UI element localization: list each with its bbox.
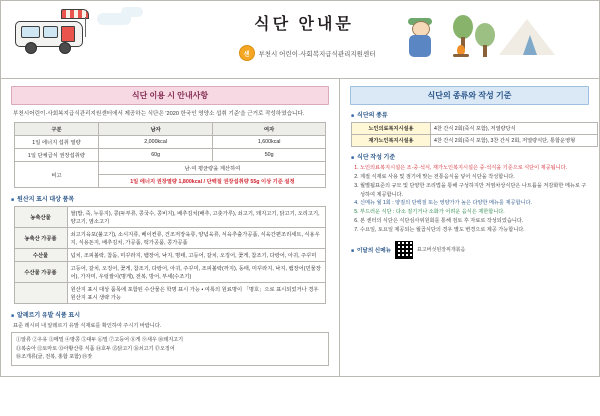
- right-section-title: 식단의 종류와 작성 기준: [350, 86, 589, 105]
- new-menu-caption: 표고버섯된장찌개볶음: [417, 247, 466, 254]
- poster-body: [0, 78, 600, 377]
- poster-header: [0, 0, 600, 78]
- table-row: [352, 123, 598, 135]
- origin-items-marine-processed: 고등어, 갈치, 오징어, 꽃게, 참조기, 다랑어, 아귀, 주꾸미, 조피볼락(까지), 동태, 미꾸라지, 낙지, 뱀장어(민물장어), 가자미, 우렁쌀이(명게), 전복, 방어, 부세(수조기): [67, 262, 326, 283]
- page-title: 식단 안내문: [254, 15, 354, 33]
- tree-icon: [453, 15, 473, 49]
- type-desc-elderly-care: 4찬 간식 2회(죽식 포함), 저열량당식: [431, 123, 598, 135]
- table-row: [14, 249, 326, 262]
- menu-types-title: ■ 식단의 종류: [351, 110, 588, 119]
- left-lead-text: 부천시어린이·사회복지급식관리지원센터에서 제공하는 식단은 '2020 한국인 영양소 섭취 기준'을 근거로 작성하였습니다.: [13, 111, 305, 117]
- col-header-male: 남자: [99, 123, 212, 136]
- cloud-icon: [121, 7, 143, 17]
- writing-rules-list: [360, 164, 588, 235]
- origin-category-empty: [14, 283, 67, 304]
- tree-icon: [475, 23, 495, 53]
- center-logo-icon: 센: [239, 45, 255, 61]
- origin-items-agri-processed: 쇠고기육포(불고기), 소시지류, 베이컨류, 건조저장육류, 양념육류, 식육추출가공품, 식육간편조리세트, 식용우지, 식용돈지, 배추김치, 가공품, 떡가공품, 콩가공품: [67, 228, 326, 249]
- table-header-row: [14, 123, 326, 136]
- list-item: 4. 신메뉴 월 1회 : 양질의 단백질 또는 영양가가 높은 다양한 메뉴를 제공합니다.: [360, 199, 588, 208]
- new-menu-label: ■ 이달의 신메뉴: [351, 246, 391, 254]
- list-item: 2. 계절 식재료 사용 및 점기에 맞는 전통음식을 넣어 식단을 작성합니다.: [360, 173, 588, 182]
- cell-female-energy: 1,600kcal: [212, 136, 326, 149]
- list-item: 5. 부드러운 식단 : 다소 질기거나 소화가 어려운 음식은 제한합니다.: [360, 208, 588, 217]
- table-row: [14, 136, 326, 149]
- note-text: 남·여 평균량을 계산하여: [99, 162, 326, 175]
- left-panel: [0, 78, 340, 377]
- origin-category-marine-processed: 수산물 가공품: [14, 262, 67, 283]
- list-item: 1. 노인의료복지시설은 조·중·석식, 재가노인복지시설은 중·석식을 기준으로 식단이 제공됩니다.: [360, 164, 588, 173]
- list-item: 3. 월별됩표준의 규모 및 단양한 조리법을 통해 구성하지만 저염차상식단은 나트륨을 저감화한 메뉴로 구성하여 제공합니다.: [360, 182, 588, 200]
- note-highlight: 1일 에너지 권장열량 1,800kcal / 단백질 권장섭취량 55g 이상 기준 설정: [99, 175, 326, 188]
- table-row: [14, 162, 326, 175]
- origin-category-agri: 농축산물: [14, 207, 67, 228]
- list-item: 6. 본 센터의 식단은 식단심사위원회를 통해 검토 후 자료로 작성되었습니다.: [360, 217, 588, 226]
- allergy-items-line: ⑱조개류(굴, 전복, 홍합 포함) ⑲잣: [16, 354, 93, 361]
- type-label-elderly-care: 노인의료복지시설용: [352, 123, 431, 135]
- type-desc-home-care: 4찬 간식 2회(죽식 포함), 3찬 간식 2회, 저열량식단, 통합운영형: [431, 135, 598, 147]
- table-row: [14, 149, 326, 162]
- origin-footnote: 원산지 표시 대상 품목에 포함된 수산물은 학명 표시 가능 • 여록의 원료명이 「명호」으로 표시되었거나 경우 원산지 표시 생략 가능: [67, 283, 326, 304]
- allergy-items-box: [11, 332, 329, 365]
- origin-category-agri-processed: 농축산 가공품: [14, 228, 67, 249]
- origin-section-title: ■ 원산지 표시 대상 품목: [11, 194, 329, 203]
- right-panel: [340, 78, 600, 377]
- menu-types-table: [351, 122, 598, 147]
- organization-name: 부천시 어린이·사회복지급식관리지원센터: [258, 50, 376, 58]
- origin-items-marine: 넙치, 조피볼락, 참돔, 미꾸라지, 뱀장어, 낙지, 명태, 고등어, 갈치, 오징어, 꽃게, 참조기, 다랑어, 아귀, 주꾸미: [67, 249, 326, 262]
- table-row: [14, 228, 326, 249]
- energy-table: [14, 122, 327, 188]
- row-label-protein: 1일 단체급식 권장섭취량: [14, 149, 99, 162]
- allergy-note: 표준 레시피 내 알레르기 유발 식재료를 확인하여 주시기 바랍니다.: [13, 323, 162, 330]
- cell-male-energy: 2,000kcal: [99, 136, 212, 149]
- origin-category-marine: 수산물: [14, 249, 67, 262]
- origin-items-agri: 쌀(밥, 죽, 누룽지), 콩(두부류, 콩국수, 콩비지), 배추김치(배추, 고춧가루), 쇠고기, 돼지고기, 닭고기, 오리고기, 양고기, 염소고기: [67, 207, 326, 228]
- new-menu-row: [351, 241, 588, 259]
- organization-logo-row: [197, 45, 417, 61]
- left-section-title: 식단 이용 시 안내사항: [11, 86, 329, 105]
- type-label-home-care: 재가노인복지시설용: [352, 135, 431, 147]
- list-item: 7. 수요일, 토요일 제공되는 월곱식단의 경우 별도 변경으로 제공 가능합니다.: [360, 226, 588, 235]
- row-label-daily-energy: 1일 에너지 섭취 열량: [14, 136, 99, 149]
- table-row: [14, 207, 326, 228]
- tent-door-icon: [523, 35, 537, 55]
- row-label-note: 비고: [14, 162, 99, 188]
- cell-male-protein: 60g: [99, 149, 212, 162]
- origin-table: [14, 206, 327, 304]
- awning-pole-icon: [85, 17, 86, 37]
- allergy-items-line: ①알류 ②우유 ③메밀 ④땅콩 ⑤대두 ⑥밀 ⑦고등어 ⑧게 ⑨새우 ⑩돼지고기: [16, 337, 184, 344]
- qr-code-icon[interactable]: [395, 241, 413, 259]
- col-header-division: 구분: [14, 123, 99, 136]
- campfire-icon: [453, 45, 469, 57]
- table-row: [352, 135, 598, 147]
- col-header-female: 여자: [212, 123, 326, 136]
- allergy-section-title: ■ 알레르기 유발 식품 표시: [11, 310, 329, 319]
- table-row: [14, 262, 326, 283]
- table-row: [14, 283, 326, 304]
- writing-rules-title: ■ 식단 작성 기준: [351, 152, 588, 161]
- allergy-items-line: ⑪복숭아 ⑫토마토 ⑬아황산류 식품 ⑭호두 ⑮닭고기 ⑯쇠고기 ⑰오징어: [16, 345, 175, 352]
- cell-female-protein: 50g: [212, 149, 326, 162]
